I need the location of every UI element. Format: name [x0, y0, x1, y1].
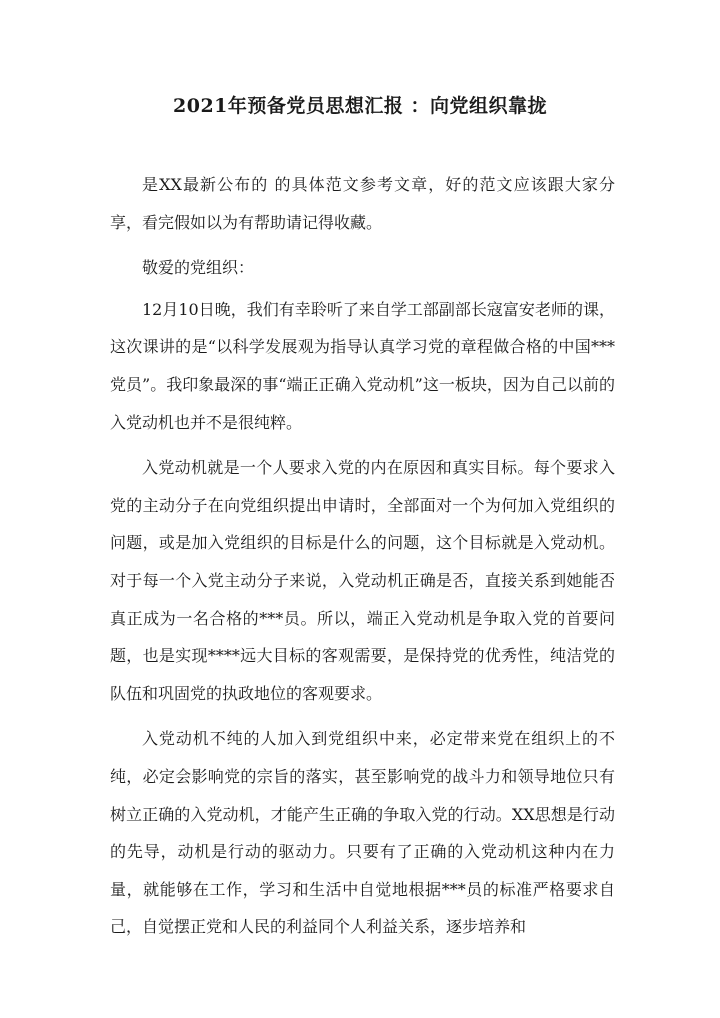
body-paragraph: 12月10日晚，我们有幸聆听了来自学工部副部长寇富安老师的课，这次课讲的是“以科学发展观为指导认真学习党的章程做合格的中国***党员”。我印象最深的事“端正正确入党动机”这一板块，因为自己以前的入党动机也并不是很纯粹。 [110, 299, 615, 432]
salutation: 敬爱的党组织： [142, 258, 255, 278]
body-paragraph: 入党动机不纯的人加入到党组织中来，必定带来党在组织上的不纯，必定会影响党的宗旨的落实，甚至影响党的战斗力和领导地位只有树立正确的入党动机，才能产生正确的争取入党的行动。XX思想是行动的先导，动机是行动的驱动力。只要有了正确的入党动机这种内在力量，就能够在工作，学习和生活中自觉地根据***员的标准严格要求自己，自觉摆正党和人民的利益同个人利益关系，逐步培养和 [110, 729, 615, 937]
intro-paragraph: 是XX最新公布的 的具体范文参考文章，好的范文应该跟大家分享，看完假如以为有帮助请记得收藏。 [110, 175, 615, 232]
body-paragraph: 入党动机就是一个人要求入党的内在原因和真实目标。每个要求入党的主动分子在向党组织提出申请时，全部面对一个为何加入党组织的问题，或是加入党组织的目标是什么的问题，这个目标就是入党动机。对于每一个入党主动分子来说，入党动机正确是否，直接关系到她能否真正成为一名合格的***员。所以，端正入党动机是争取入党的首要问题，也是实现****远大目标的客观需要，是保持党的优秀性，纯洁党的队伍和巩固党的执政地位的客观要求。 [110, 458, 615, 703]
document-title: 2021年预备党员思想汇报 ：向党组织靠拢 [173, 95, 547, 117]
document-body [110, 166, 615, 954]
